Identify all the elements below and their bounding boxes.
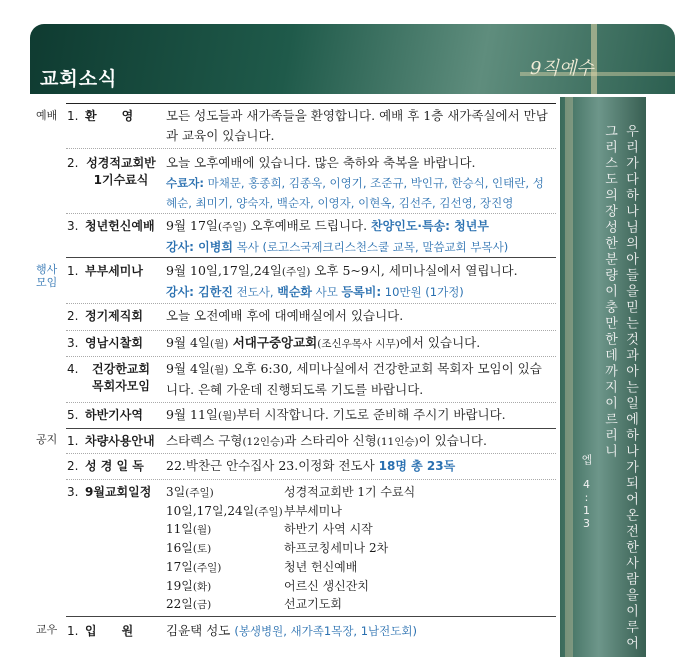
item-number: 1. (67, 434, 79, 448)
item-number: 2. (67, 459, 79, 473)
schedule-item: 17일(주일) 청년 헌신예배 (166, 559, 358, 574)
divider (66, 428, 556, 429)
item-label-bible-reading: 성 경 일 독 (85, 459, 144, 473)
item-number: 3. (67, 219, 79, 233)
item-number: 2. (67, 156, 79, 170)
schedule-item: 19일(화) 어르신 생신잔치 (166, 578, 369, 593)
divider (66, 103, 556, 104)
item-text-hospitalized: 김윤택 성도 (봉생병원, 새가족1목장, 1남전도회) (166, 623, 417, 638)
item-label-september-schedule: 9월교회일정 (85, 485, 152, 499)
schedule-item: 16일(토) 하프코칭세미나 2차 (166, 541, 389, 556)
divider (66, 453, 556, 454)
item-number: 5. (67, 408, 79, 422)
item-label-youth-worship: 청년헌신예배 (85, 219, 155, 233)
schedule-item: 3일(주일) 성경적교회반 1기 수료식 (166, 485, 416, 499)
item-number: 2. (67, 309, 79, 323)
section-worship: 예배 (36, 109, 58, 122)
item-text-graduation: 오늘 오후예배에 있습니다. 많은 축하와 축복을 바랍니다. 수료자: 마채문, 홍종희, 김종욱, 이영기, 조준규, 박인규, 한승식, 인태란, 성혜순, 최미기, 양숙자, 백순자, 이영자, 이현옥, 김선주, 김선영, 장진영 (166, 155, 544, 210)
item-label-couples-seminar: 부부세미나 (85, 264, 143, 278)
schedule-item: 10일,17일,24일(주일)부부세미나 (166, 503, 342, 518)
header-banner (30, 24, 675, 94)
divider (66, 148, 556, 149)
divider (66, 616, 556, 617)
divider (66, 330, 556, 331)
item-label-deacons-meeting: 정기제직회 (85, 309, 143, 323)
logo: 9직예수 (530, 58, 594, 79)
item-label-second-half-ministry: 하반기사역 (85, 408, 143, 422)
section-member: 교우 (36, 623, 58, 636)
item-text-second-half-ministry: 9월 11일(월)부터 시작합니다. 기도로 준비해 주시기 바랍니다. (166, 407, 506, 422)
item-text-couples-seminar: 9월 10일,17일,24일(주일) 오후 5~9시, 세미나실에서 열립니다. 강사: 김한진 전도사, 백순화 사모 등록비: 10만원 (1가정) (166, 263, 518, 299)
item-label-welcome: 환 영 (85, 109, 134, 123)
item-label-vehicle: 차량사용안내 (85, 434, 155, 448)
item-text-deacons-meeting: 오늘 오전예배 후에 대예배실에서 있습니다. (166, 308, 404, 323)
item-number: 1. (67, 109, 79, 123)
item-number: 3. (67, 336, 79, 350)
divider (66, 257, 556, 258)
item-text-bible-reading: 22.박찬근 안수집사 23.이정화 전도사 18명 총 23독 (166, 458, 456, 473)
scripture-panel (560, 97, 646, 657)
item-number: 1. (67, 264, 79, 278)
section-notice: 공지 (36, 433, 58, 446)
item-text-vehicle: 스타렉스 구형(12인승)과 스타리아 신형(11인승)이 있습니다. (166, 433, 487, 448)
item-label-hospitalized: 입 원 (85, 624, 134, 638)
divider (66, 213, 556, 214)
item-text-youth-worship: 9월 17일(주일) 오후예배로 드립니다. 찬양인도·특송: 청년부 강사: 이병희 목사 (로고스국제크리스천스쿨 교목, 말씀교회 부목사) (166, 218, 509, 254)
item-label-pastors-meeting: 건강한교회 목회자모임 (92, 362, 150, 393)
page-title: 교회소식 (40, 68, 118, 90)
item-number: 3. (67, 485, 79, 499)
divider (66, 356, 556, 357)
item-label-presbytery: 영남시찰회 (85, 336, 143, 350)
item-text-welcome: 모든 성도들과 새가족들을 환영합니다. 예배 후 1층 새가족실에서 만남과 교육이 있습니다. (166, 108, 548, 143)
item-text-presbytery: 9월 4일(월) 서대구중앙교회(조신우목사 시무)에서 있습니다. (166, 335, 481, 350)
scripture-column-2: 그리스도의장성한분량이충만한데까지이르리니 (602, 124, 617, 460)
divider (66, 479, 556, 480)
item-number: 1. (67, 624, 79, 638)
scripture-column-1: 우리가다하나님의아들을믿는것과아는일에하나가되어온전한사람을이루어 (623, 124, 638, 652)
schedule-list (166, 484, 415, 615)
graduates-list: 마채문, 홍종희, 김종욱, 이영기, 조준규, 박인규, 한승식, 인태란, 성혜순, 최미기, 양숙자, 백순자, 이영자, 이현옥, 김선주, 김선영, 장진영 (166, 176, 544, 210)
schedule-item: 11일(월) 하반기 사역 시작 (166, 522, 373, 537)
item-number: 4. (67, 362, 79, 376)
section-events: 행사 모임 (36, 263, 58, 289)
item-label-graduation: 성경적교회반 1기수료식 (86, 156, 156, 187)
divider (66, 303, 556, 304)
schedule-item: 22일(금) 선교기도회 (166, 597, 342, 612)
divider (66, 402, 556, 403)
scripture-reference: 엡 4:13 (580, 454, 593, 530)
item-text-pastors-meeting: 9월 4일(월) 오후 6:30, 세미나실에서 건강한교회 목회자 모임이 있습니다. 은혜 가운데 진행되도록 기도를 바랍니다. (166, 361, 542, 397)
cross-decoration (565, 97, 573, 657)
